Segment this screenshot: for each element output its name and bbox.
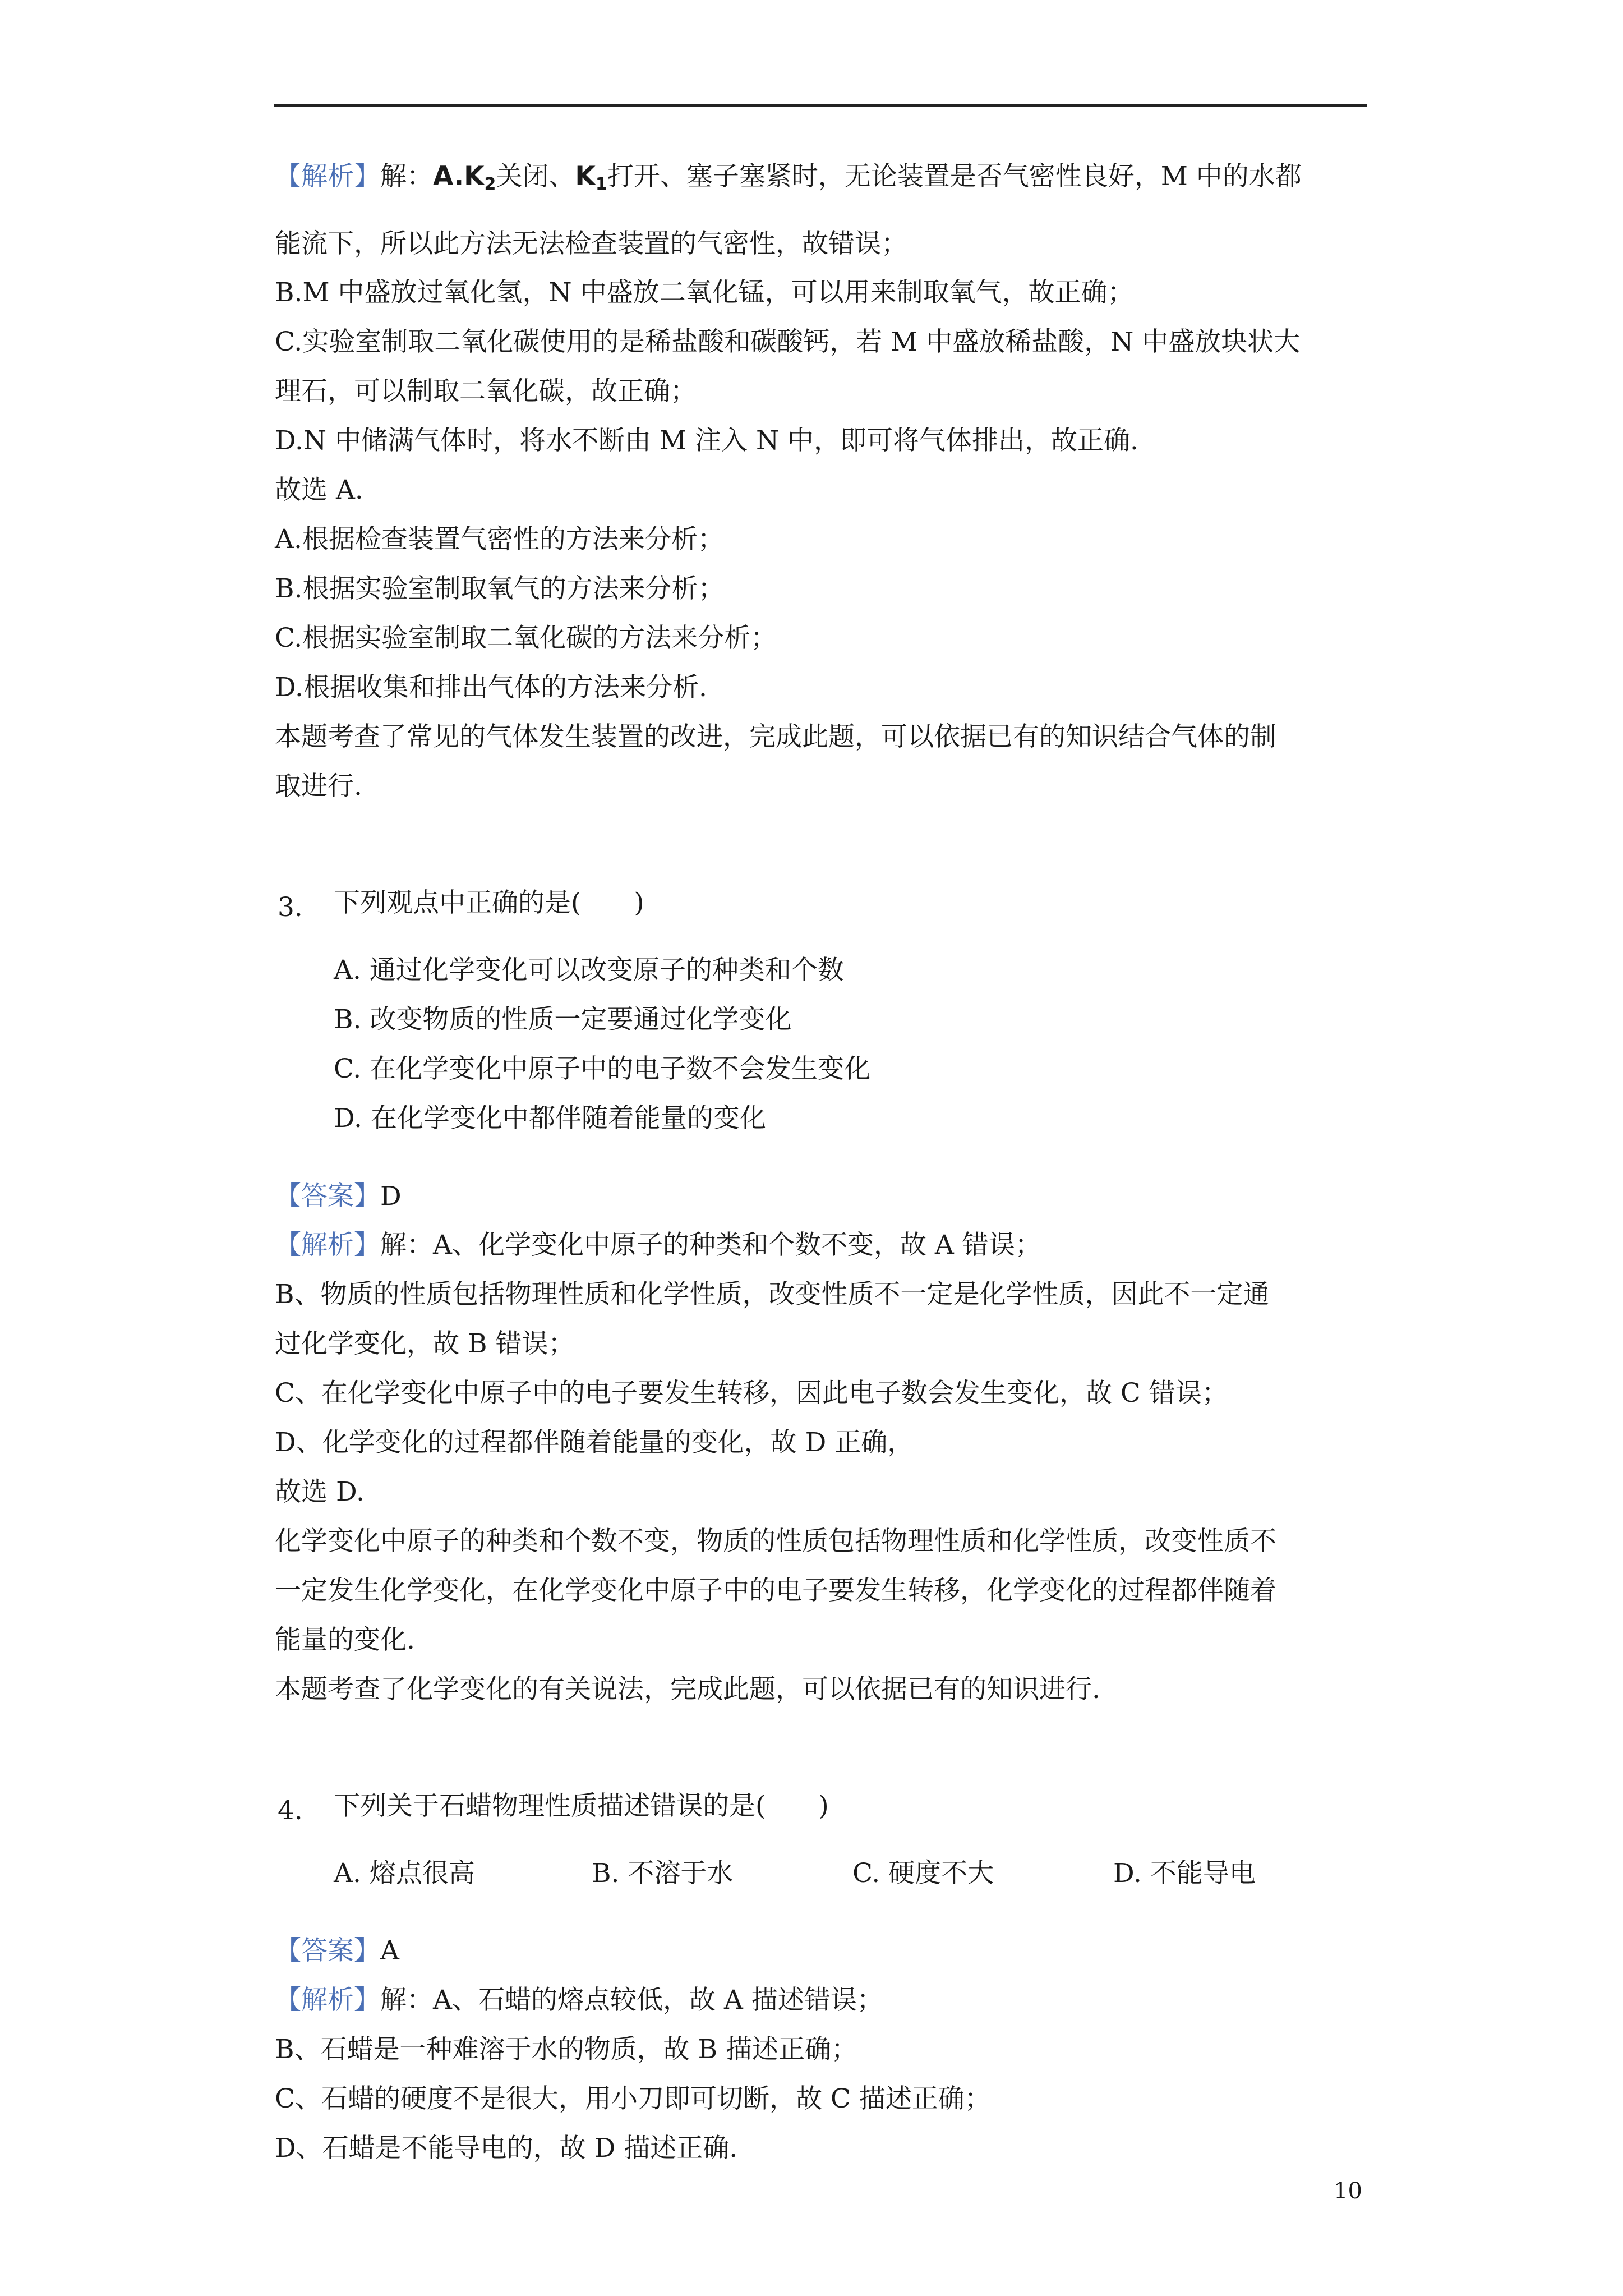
text-line: 本题考查了常见的气体发生装置的改进，完成此题，可以依据已有的知识结合气体的制 — [275, 721, 1276, 752]
page-number: 10 — [1334, 2178, 1362, 2204]
text-line: 能量的变化. — [275, 1625, 415, 1655]
option-d: D. 在化学变化中都伴随着能量的变化 — [334, 1103, 766, 1134]
answer-line — [275, 1180, 1374, 1213]
option-b: B. 不溶于水 — [592, 1858, 734, 1889]
text-line: C.根据实验室制取二氧化碳的方法来分析； — [275, 623, 777, 654]
header-rule — [274, 104, 1367, 107]
text-line: C、在化学变化中原子中的电子要发生转移，因此电子数会发生变化，故 C 错误； — [275, 1378, 1228, 1409]
question-text: 下列关于石蜡物理性质描述错误的是( ) — [334, 1791, 829, 1821]
text-line: C.实验室制取二氧化碳使用的是稀盐酸和碳酸钙，若 M 中盛放稀盐酸，N 中盛放块状大 — [275, 326, 1301, 357]
text-line: C、石蜡的硬度不是很大，用小刀即可切断，故 C 描述正确； — [275, 2083, 991, 2114]
text-line: D、化学变化的过程都伴随着能量的变化，故 D 正确， — [275, 1427, 914, 1458]
answer-tag: 【答案】 — [275, 1181, 380, 1212]
text-line: 一定发生化学变化，在化学变化中原子中的电子要发生转移，化学变化的过程都伴随着 — [275, 1575, 1276, 1606]
option-c: C. 硬度不大 — [852, 1858, 994, 1889]
text-line: B.M 中盛放过氧化氢，N 中盛放二氧化锰，可以用来制取氧气，故正确； — [275, 277, 1134, 308]
analysis-line: 【解析】解：$A.K_2$关闭、$K_1$打开、塞子塞紧时，无论装置是否气密性良好，M 中的水都 — [275, 161, 1302, 194]
question-number: 4. — [278, 1795, 303, 1826]
option-d: D. 不能导电 — [1113, 1858, 1256, 1889]
answer-value: D — [380, 1181, 402, 1212]
option-a: A. 熔点很高 — [334, 1858, 475, 1889]
text-line: 故选 A. — [275, 475, 363, 505]
analysis-tag: 【解析】 — [275, 1230, 380, 1260]
text-line: B、物质的性质包括物理性质和化学性质，改变性质不一定是化学性质，因此不一定通 — [275, 1279, 1270, 1310]
analysis-line: 【解析】解：A、石蜡的熔点较低，故 A 描述错误； — [275, 1985, 883, 2016]
text-line: 理石，可以制取二氧化碳，故正确； — [275, 376, 697, 407]
answer-line — [275, 1934, 1374, 1968]
analysis-line: 【解析】解：A、化学变化中原子的种类和个数不变，故 A 错误； — [275, 1230, 1041, 1260]
question-number: 3. — [278, 892, 303, 923]
k2-label: $A.K_2$ — [433, 161, 496, 194]
text-line: 化学变化中原子的种类和个数不变，物质的性质包括物理性质和化学性质，改变性质不 — [275, 1526, 1276, 1557]
text-line: B、石蜡是一种难溶于水的物质，故 B 描述正确； — [275, 2034, 857, 2065]
text-line: 能流下，所以此方法无法检查装置的气密性，故错误； — [275, 228, 907, 259]
answer-value: A — [380, 1935, 399, 1966]
question-text: 下列观点中正确的是( ) — [334, 887, 644, 918]
text-line: 过化学变化，故 B 错误； — [275, 1328, 575, 1359]
text-line: 本题考查了化学变化的有关说法，完成此题，可以依据已有的知识进行. — [275, 1674, 1100, 1705]
text-line: D.根据收集和排出气体的方法来分析. — [275, 672, 707, 703]
answer-tag: 【答案】 — [275, 1935, 380, 1966]
text-line: D、石蜡是不能导电的，故 D 描述正确. — [275, 2133, 738, 2164]
text-line: 故选 D. — [275, 1476, 365, 1507]
option-a: A. 通过化学变化可以改变原子的种类和个数 — [334, 955, 844, 986]
option-c: C. 在化学变化中原子中的电子数不会发生变化 — [334, 1053, 871, 1084]
text-line: A.根据检查装置气密性的方法来分析； — [275, 524, 724, 555]
option-b: B. 改变物质的性质一定要通过化学变化 — [334, 1004, 792, 1035]
k1-label: $K_1$ — [575, 161, 607, 194]
analysis-tag: 【解析】 — [275, 1985, 380, 2016]
analysis-tag: 【解析】 — [275, 161, 380, 192]
text-line: D.N 中储满气体时，将水不断由 M 注入 N 中，即可将气体排出，故正确. — [275, 425, 1138, 456]
text-line: 取进行. — [275, 771, 362, 802]
text-line: B.根据实验室制取氧气的方法来分析； — [275, 573, 725, 604]
